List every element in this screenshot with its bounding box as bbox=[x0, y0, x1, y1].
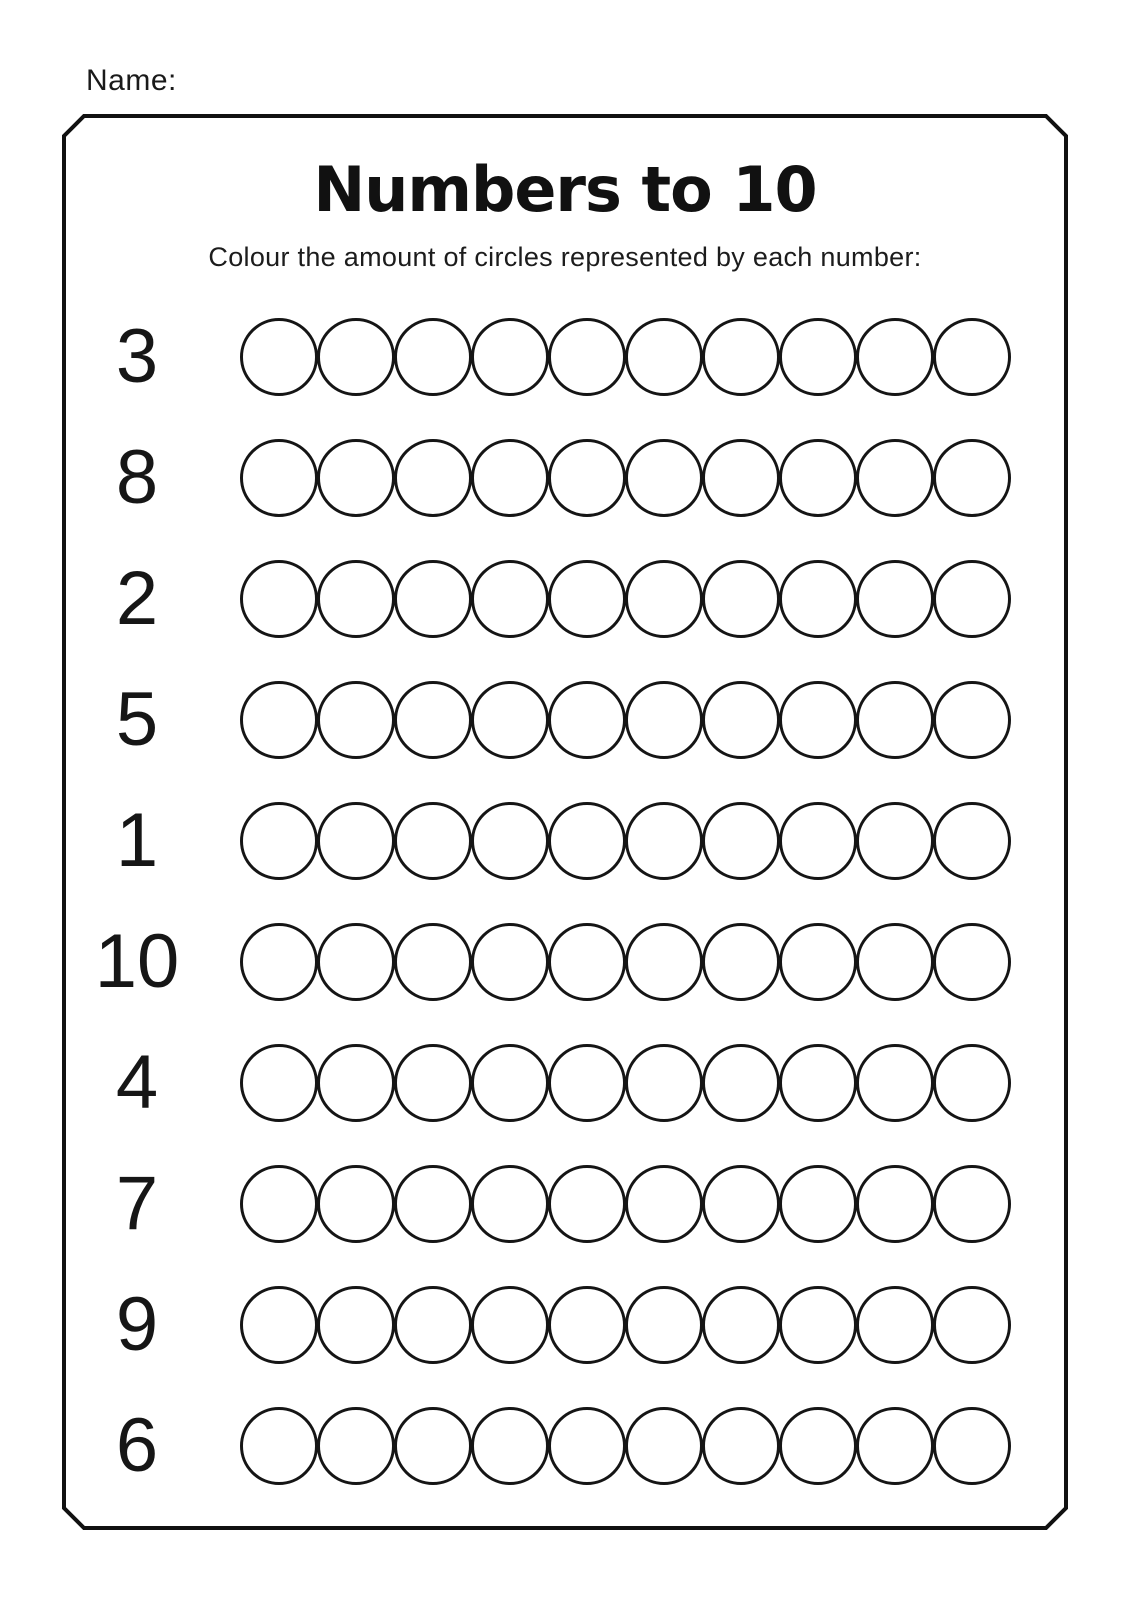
number-row bbox=[64, 1161, 1066, 1246]
colorable-circle[interactable] bbox=[317, 1407, 395, 1485]
colorable-circle[interactable] bbox=[240, 802, 318, 880]
colorable-circle[interactable] bbox=[317, 802, 395, 880]
colorable-circle[interactable] bbox=[317, 560, 395, 638]
row-number-label: 8 bbox=[115, 435, 159, 520]
colorable-circle[interactable] bbox=[625, 318, 703, 396]
colorable-circle[interactable] bbox=[625, 681, 703, 759]
colorable-circle[interactable] bbox=[779, 439, 857, 517]
colorable-circle[interactable] bbox=[548, 1407, 626, 1485]
colorable-circle[interactable] bbox=[317, 681, 395, 759]
colorable-circle[interactable] bbox=[625, 439, 703, 517]
colorable-circle[interactable] bbox=[702, 560, 780, 638]
row-number-label: 6 bbox=[115, 1403, 159, 1488]
colorable-circle[interactable] bbox=[471, 802, 549, 880]
colorable-circle[interactable] bbox=[933, 1286, 1011, 1364]
colorable-circle[interactable] bbox=[933, 923, 1011, 1001]
colorable-circle[interactable] bbox=[933, 318, 1011, 396]
colorable-circle[interactable] bbox=[856, 802, 934, 880]
circle-strip bbox=[240, 1165, 1011, 1243]
row-number-label: 7 bbox=[115, 1161, 159, 1246]
row-number-label: 2 bbox=[115, 556, 159, 641]
colorable-circle[interactable] bbox=[625, 923, 703, 1001]
colorable-circle[interactable] bbox=[856, 681, 934, 759]
colorable-circle[interactable] bbox=[779, 1165, 857, 1243]
circle-strip bbox=[240, 1286, 1011, 1364]
colorable-circle[interactable] bbox=[856, 923, 934, 1001]
colorable-circle[interactable] bbox=[625, 1165, 703, 1243]
colorable-circle[interactable] bbox=[702, 1165, 780, 1243]
colorable-circle[interactable] bbox=[548, 923, 626, 1001]
colorable-circle[interactable] bbox=[240, 439, 318, 517]
colorable-circle[interactable] bbox=[471, 923, 549, 1001]
colorable-circle[interactable] bbox=[933, 1407, 1011, 1485]
colorable-circle[interactable] bbox=[240, 1286, 318, 1364]
colorable-circle[interactable] bbox=[779, 1407, 857, 1485]
worksheet-instruction: Colour the amount of circles represented by each number: bbox=[208, 242, 922, 272]
circle-strip bbox=[240, 1407, 1011, 1485]
colorable-circle[interactable] bbox=[702, 923, 780, 1001]
number-row bbox=[64, 1040, 1066, 1125]
colorable-circle[interactable] bbox=[779, 318, 857, 396]
row-number-label: 9 bbox=[115, 1282, 159, 1367]
colorable-circle[interactable] bbox=[856, 560, 934, 638]
colorable-circle[interactable] bbox=[394, 1044, 472, 1122]
colorable-circle[interactable] bbox=[317, 1286, 395, 1364]
colorable-circle[interactable] bbox=[240, 318, 318, 396]
colorable-circle[interactable] bbox=[471, 439, 549, 517]
colorable-circle[interactable] bbox=[933, 802, 1011, 880]
colorable-circle[interactable] bbox=[317, 1165, 395, 1243]
colorable-circle[interactable] bbox=[548, 318, 626, 396]
colorable-circle[interactable] bbox=[240, 1407, 318, 1485]
colorable-circle[interactable] bbox=[394, 318, 472, 396]
colorable-circle[interactable] bbox=[394, 1286, 472, 1364]
colorable-circle[interactable] bbox=[317, 923, 395, 1001]
colorable-circle[interactable] bbox=[702, 1286, 780, 1364]
colorable-circle[interactable] bbox=[471, 560, 549, 638]
row-number-label: 3 bbox=[115, 314, 159, 399]
colorable-circle[interactable] bbox=[394, 923, 472, 1001]
colorable-circle[interactable] bbox=[856, 439, 934, 517]
colorable-circle[interactable] bbox=[933, 439, 1011, 517]
colorable-circle[interactable] bbox=[240, 1165, 318, 1243]
colorable-circle[interactable] bbox=[394, 802, 472, 880]
number-row bbox=[64, 677, 1066, 762]
colorable-circle[interactable] bbox=[548, 439, 626, 517]
colorable-circle[interactable] bbox=[702, 439, 780, 517]
row-number-label: 4 bbox=[115, 1040, 159, 1125]
circle-strip bbox=[240, 923, 1011, 1001]
colorable-circle[interactable] bbox=[394, 439, 472, 517]
colorable-circle[interactable] bbox=[548, 1286, 626, 1364]
number-row bbox=[64, 314, 1066, 399]
number-row bbox=[64, 919, 1066, 1004]
number-row bbox=[64, 798, 1066, 883]
colorable-circle[interactable] bbox=[779, 560, 857, 638]
colorable-circle[interactable] bbox=[779, 923, 857, 1001]
name-label: Name: bbox=[86, 64, 177, 97]
rows-container bbox=[64, 314, 1066, 1488]
colorable-circle[interactable] bbox=[779, 1044, 857, 1122]
colorable-circle[interactable] bbox=[317, 1044, 395, 1122]
colorable-circle[interactable] bbox=[856, 1407, 934, 1485]
colorable-circle[interactable] bbox=[856, 318, 934, 396]
colorable-circle[interactable] bbox=[856, 1165, 934, 1243]
colorable-circle[interactable] bbox=[702, 802, 780, 880]
colorable-circle[interactable] bbox=[548, 1165, 626, 1243]
colorable-circle[interactable] bbox=[625, 802, 703, 880]
colorable-circle[interactable] bbox=[625, 1407, 703, 1485]
colorable-circle[interactable] bbox=[240, 560, 318, 638]
colorable-circle[interactable] bbox=[317, 439, 395, 517]
colorable-circle[interactable] bbox=[702, 1044, 780, 1122]
colorable-circle[interactable] bbox=[394, 1407, 472, 1485]
colorable-circle[interactable] bbox=[625, 1286, 703, 1364]
colorable-circle[interactable] bbox=[471, 1165, 549, 1243]
colorable-circle[interactable] bbox=[317, 318, 395, 396]
colorable-circle[interactable] bbox=[471, 681, 549, 759]
colorable-circle[interactable] bbox=[933, 1165, 1011, 1243]
colorable-circle[interactable] bbox=[548, 681, 626, 759]
colorable-circle[interactable] bbox=[548, 560, 626, 638]
colorable-circle[interactable] bbox=[702, 1407, 780, 1485]
colorable-circle[interactable] bbox=[933, 560, 1011, 638]
colorable-circle[interactable] bbox=[856, 1286, 934, 1364]
number-row bbox=[64, 556, 1066, 641]
colorable-circle[interactable] bbox=[240, 1044, 318, 1122]
circle-strip bbox=[240, 439, 1011, 517]
circle-strip bbox=[240, 560, 1011, 638]
colorable-circle[interactable] bbox=[240, 681, 318, 759]
colorable-circle[interactable] bbox=[471, 318, 549, 396]
number-row bbox=[64, 1403, 1066, 1488]
number-row bbox=[64, 1282, 1066, 1367]
colorable-circle[interactable] bbox=[779, 681, 857, 759]
row-number-label: 5 bbox=[115, 677, 159, 762]
colorable-circle[interactable] bbox=[548, 802, 626, 880]
number-row bbox=[64, 435, 1066, 520]
circle-strip bbox=[240, 318, 1011, 396]
circle-strip bbox=[240, 1044, 1011, 1122]
colorable-circle[interactable] bbox=[702, 681, 780, 759]
colorable-circle[interactable] bbox=[548, 1044, 626, 1122]
colorable-circle[interactable] bbox=[471, 1286, 549, 1364]
circle-strip bbox=[240, 802, 1011, 880]
colorable-circle[interactable] bbox=[779, 802, 857, 880]
colorable-circle[interactable] bbox=[856, 1044, 934, 1122]
colorable-circle[interactable] bbox=[394, 1165, 472, 1243]
row-number-label: 1 bbox=[115, 798, 159, 883]
colorable-circle[interactable] bbox=[625, 1044, 703, 1122]
row-number-label: 10 bbox=[94, 919, 180, 1004]
colorable-circle[interactable] bbox=[779, 1286, 857, 1364]
worksheet-title: Numbers to 10 bbox=[313, 153, 817, 226]
circle-strip bbox=[240, 681, 1011, 759]
colorable-circle[interactable] bbox=[240, 923, 318, 1001]
colorable-circle[interactable] bbox=[702, 318, 780, 396]
colorable-circle[interactable] bbox=[625, 560, 703, 638]
colorable-circle[interactable] bbox=[933, 681, 1011, 759]
colorable-circle[interactable] bbox=[933, 1044, 1011, 1122]
colorable-circle[interactable] bbox=[394, 681, 472, 759]
colorable-circle[interactable] bbox=[394, 560, 472, 638]
colorable-circle[interactable] bbox=[471, 1407, 549, 1485]
colorable-circle[interactable] bbox=[471, 1044, 549, 1122]
